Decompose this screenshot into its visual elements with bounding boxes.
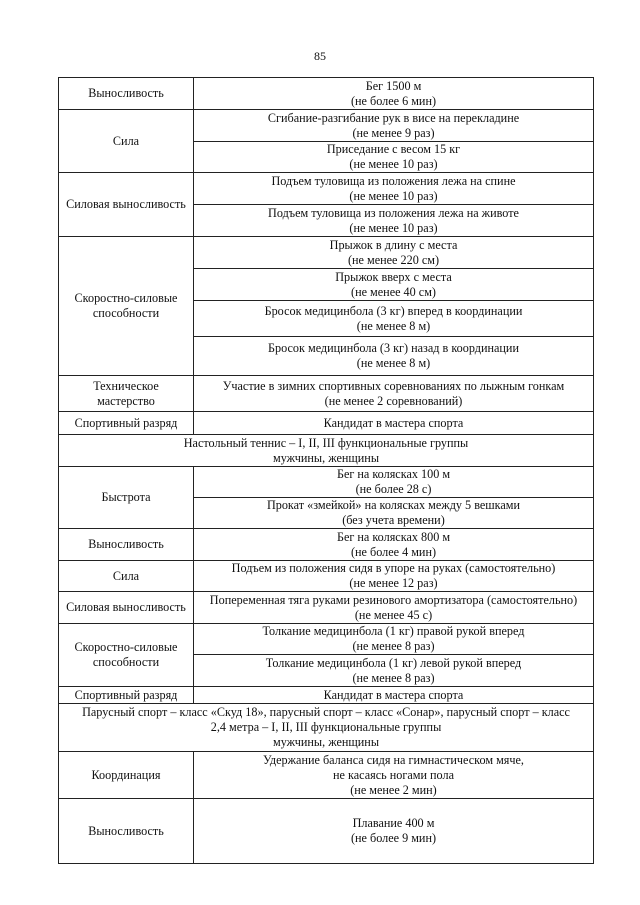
quality-cell xyxy=(59,624,194,687)
test-cell xyxy=(194,337,594,376)
test-cell xyxy=(194,110,594,142)
test-line: (не более 9 мин) xyxy=(350,831,437,845)
test-line: Толкание медицинбола (1 кг) левой рукой вперед xyxy=(265,655,522,670)
test-line: Сгибание-разгибание рук в висе на перекладине xyxy=(267,110,520,125)
test-line: (не менее 10 раз) xyxy=(349,220,438,235)
test-line: (не менее 9 раз) xyxy=(352,125,435,140)
test-cell xyxy=(194,173,594,205)
quality-label: мастерство xyxy=(97,393,155,408)
quality-label: Быстрота xyxy=(101,490,151,504)
test-line: Бег 1500 м xyxy=(365,78,422,93)
quality-label: Скоростно-силовые xyxy=(74,640,178,654)
test-line: Прыжок в длину с места xyxy=(329,237,458,252)
section-header-line: 2,4 метра – I, II, III функциональные группы xyxy=(210,720,442,734)
quality-label: Силовая выносливость xyxy=(66,600,186,614)
table-row xyxy=(59,561,594,592)
test-cell xyxy=(194,269,594,301)
test-line: Плавание 400 м xyxy=(352,816,435,830)
section-header-cell xyxy=(59,704,594,752)
quality-label: способности xyxy=(92,655,160,669)
standards-table-body xyxy=(59,78,594,864)
test-line: (не менее 8 раз) xyxy=(352,639,435,653)
section-header-row xyxy=(59,704,594,752)
quality-label: Выносливость xyxy=(88,86,164,100)
test-line: (без учета времени) xyxy=(342,513,445,527)
quality-label: Силовая выносливость xyxy=(66,197,186,211)
quality-cell xyxy=(59,752,194,799)
test-line: Удержание баланса сидя на гимнастическом мяче, xyxy=(263,752,524,767)
table-row xyxy=(59,529,594,561)
test-line: (не более 28 с) xyxy=(355,482,432,496)
table-row xyxy=(59,799,594,864)
quality-cell xyxy=(59,467,194,529)
quality-label: Техническое xyxy=(93,378,159,393)
quality-label: Спортивный разряд xyxy=(74,415,178,430)
test-cell xyxy=(194,376,594,412)
test-line: Бег на колясках 800 м xyxy=(336,529,451,544)
test-cell xyxy=(194,529,594,561)
table-row xyxy=(59,110,594,142)
quality-label: Скоростно-силовые xyxy=(74,291,178,305)
test-line: Бросок медицинбола (3 кг) назад в координации xyxy=(268,341,519,355)
table-row xyxy=(59,592,594,624)
test-line: (не менее 10 раз) xyxy=(349,157,438,171)
quality-cell xyxy=(59,799,194,864)
test-line: Подъем из положения сидя в упоре на руках (самостоятельно) xyxy=(231,561,556,575)
table-row xyxy=(59,752,594,799)
test-cell xyxy=(194,498,594,529)
test-line: Подъем туловища из положения лежа на спине xyxy=(271,173,516,188)
test-line: не касаясь ногами пола xyxy=(333,767,454,782)
quality-label: способности xyxy=(92,306,160,320)
test-line: (не менее 2 мин) xyxy=(350,782,437,797)
table-row xyxy=(59,624,594,655)
test-cell xyxy=(194,205,594,237)
test-line: (не менее 40 см) xyxy=(351,284,436,299)
test-cell xyxy=(194,467,594,498)
test-line: Толкание медицинбола (1 кг) правой рукой вперед xyxy=(262,624,525,638)
section-header-line: мужчины, женщины xyxy=(272,735,380,749)
section-header-row xyxy=(59,435,594,467)
test-cell xyxy=(194,78,594,110)
table-row xyxy=(59,376,594,412)
table-row xyxy=(59,173,594,205)
quality-label: Спортивный разряд xyxy=(74,687,178,702)
test-cell xyxy=(194,752,594,799)
test-cell xyxy=(194,412,594,435)
test-cell xyxy=(194,687,594,704)
table-row xyxy=(59,412,594,435)
test-line: (не менее 8 раз) xyxy=(352,670,435,685)
test-line: (не менее 45 с) xyxy=(354,607,433,622)
section-header-line: мужчины, женщины xyxy=(272,450,380,465)
test-line: (не менее 10 раз) xyxy=(349,188,438,203)
test-cell xyxy=(194,561,594,592)
quality-label: Выносливость xyxy=(88,823,164,838)
test-line: Бег на колясках 100 м xyxy=(336,467,451,481)
quality-cell xyxy=(59,173,194,237)
test-line: (не менее 2 соревнований) xyxy=(324,393,463,408)
quality-cell xyxy=(59,110,194,173)
quality-cell xyxy=(59,687,194,704)
test-cell xyxy=(194,301,594,337)
test-line: (не менее 8 м) xyxy=(356,318,431,333)
test-cell xyxy=(194,142,594,173)
table-row xyxy=(59,467,594,498)
table-row xyxy=(59,237,594,269)
section-header-cell xyxy=(59,435,594,467)
test-line: Прокат «змейкой» на колясках между 5 вешками xyxy=(266,498,521,512)
quality-cell xyxy=(59,376,194,412)
section-header-line: Настольный теннис – I, II, III функциональные группы xyxy=(183,435,469,450)
quality-label: Сила xyxy=(112,133,140,148)
test-line: Приседание с весом 15 кг xyxy=(326,142,461,156)
test-line: (не более 4 мин) xyxy=(350,544,437,559)
test-line: Кандидат в мастера спорта xyxy=(323,687,464,702)
quality-cell xyxy=(59,561,194,592)
section-header-line: Парусный спорт – класс «Скуд 18», парусный спорт – класс «Сонар», парусный спорт – класс xyxy=(82,705,570,719)
test-cell xyxy=(194,799,594,864)
quality-cell xyxy=(59,592,194,624)
test-line: (не менее 8 м) xyxy=(356,356,431,370)
quality-cell xyxy=(59,78,194,110)
table-row xyxy=(59,687,594,704)
test-cell xyxy=(194,237,594,269)
quality-label: Сила xyxy=(112,568,140,583)
page-number: 85 xyxy=(314,49,326,63)
quality-label: Координация xyxy=(91,767,161,782)
test-line: Кандидат в мастера спорта xyxy=(323,415,464,430)
table-row xyxy=(59,78,594,110)
test-line: Подъем туловища из положения лежа на животе xyxy=(268,205,519,220)
test-line: (не менее 220 см) xyxy=(347,252,440,267)
test-cell xyxy=(194,624,594,655)
test-line: Попеременная тяга руками резинового амортизатора (самостоятельно) xyxy=(209,592,578,607)
test-line: Прыжок вверх с места xyxy=(335,269,452,284)
test-cell xyxy=(194,655,594,687)
standards-table xyxy=(58,77,594,864)
quality-cell xyxy=(59,529,194,561)
test-line: Бросок медицинбола (3 кг) вперед в координации xyxy=(264,303,523,318)
test-line: (не менее 12 раз) xyxy=(349,576,438,590)
quality-label: Выносливость xyxy=(88,537,164,551)
quality-cell xyxy=(59,237,194,376)
quality-cell xyxy=(59,412,194,435)
test-cell xyxy=(194,592,594,624)
test-line: (не более 6 мин) xyxy=(350,93,437,108)
test-line: Участие в зимних спортивных соревнованиях по лыжным гонкам xyxy=(222,378,565,393)
